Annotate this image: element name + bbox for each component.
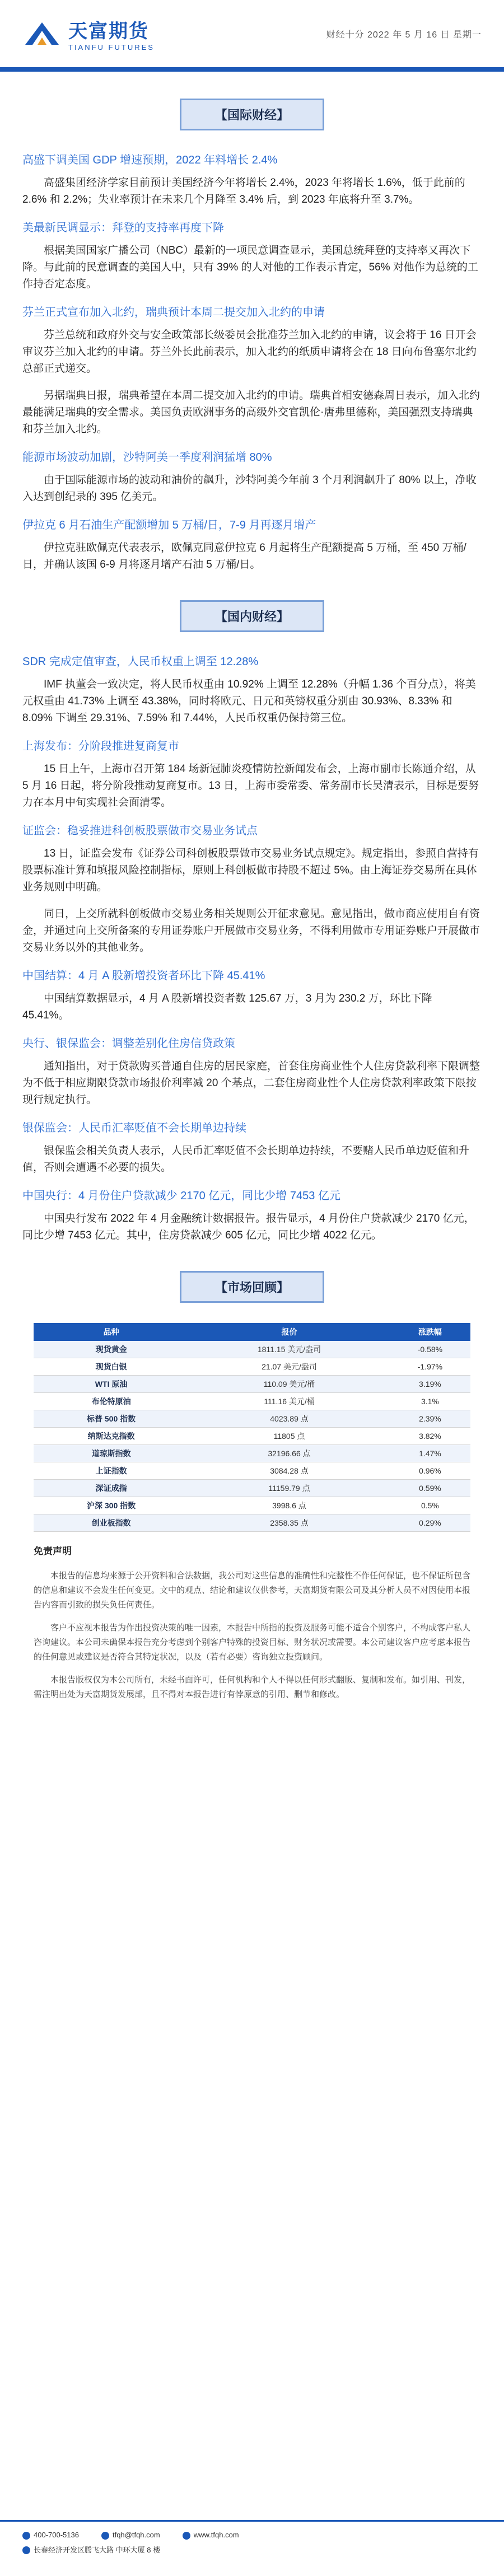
table-cell: 沪深 300 指数 [34,1497,189,1514]
table-cell: 标普 500 指数 [34,1410,189,1428]
table-cell: 3998.6 点 [189,1497,390,1514]
news-item [0,966,504,1024]
table-cell: 1811.15 美元/盎司 [189,1341,390,1358]
news-headline: 能源市场波动加剧，沙特阿美一季度利润猛增 80% [22,451,272,464]
email-icon [101,2532,109,2540]
news-body: 13 日，证监会发布《证券公司科创板股票做市交易业务试点规定》。规定指出，参照自营持有股票标准计算和填报风险控制指标，原则上科创板做市持股不超过 5%。由上海证券交易所在具体业务规则中明确。 [22,848,479,893]
table-cell: 110.09 美元/桶 [189,1376,390,1393]
section-title-box: 【市场回顾】 [180,1271,324,1303]
table-row [34,1358,470,1376]
table-cell: 3.1% [390,1393,470,1410]
table-cell: 深证成指 [34,1480,189,1497]
section-title-market [0,1271,504,1303]
table-cell: 2.39% [390,1410,470,1428]
table-cell: 21.07 美元/盎司 [189,1358,390,1376]
footer-address [22,2544,160,2555]
news-item [0,1119,504,1176]
brand-name: 天富期货 [68,21,149,42]
news-body: 伊拉克驻欧佩克代表表示，欧佩克同意伊拉克 6 月起将生产配额提高 5 万桶，至 450 万桶/日，并确认该国 6-9 月将逐月增产石油 5 万桶/日。 [22,542,466,571]
globe-icon [183,2532,190,2540]
news-headline: 银保监会：人民币汇率贬值不会长期单边持续 [22,1122,246,1134]
table-row [34,1393,470,1410]
footer-phone-text: 400-700-5136 [34,2531,79,2539]
news-item [0,218,504,293]
table-cell: 纳斯达克指数 [34,1428,189,1445]
table-cell: 0.5% [390,1497,470,1514]
news-item [0,821,504,956]
news-headline: 美最新民调显示：拜登的支持率再度下降 [22,222,224,234]
brand-name-en: TIANFU FUTURES [68,43,155,52]
column-header: 涨跌幅 [390,1323,470,1341]
market-table [34,1323,470,1532]
table-cell: 3.19% [390,1376,470,1393]
news-item [0,1186,504,1244]
news-body: 15 日上午，上海市召开第 184 场新冠肺炎疫情防控新闻发布会，上海市副市长陈通介绍，从 5 月 16 日起，将分阶段推动复商复市。13 日，上海市委常委、常务副市长吴清表示，目标是要努力在本月中旬实现社会面清零。 [22,763,479,808]
table-row [34,1341,470,1358]
table-row [34,1410,470,1428]
table-cell: 3.82% [390,1428,470,1445]
footer-email[interactable] [101,2531,160,2540]
news-item [0,1034,504,1109]
footer [0,2520,504,2576]
news-headline: 中国结算：4 月 A 股新增投资者环比下降 45.41% [22,970,265,982]
footer-email-text: tfqh@tfqh.com [112,2531,160,2539]
table-row [34,1514,470,1532]
table-cell: 111.16 美元/桶 [189,1393,390,1410]
table-row [34,1445,470,1462]
news-item [0,652,504,727]
disclaimer-paragraph: 本报告版权仅为本公司所有，未经书面许可，任何机构和个人不得以任何形式翻版、复制和发布。如引用、刊发，需注明出处为天富期货发展部，且不得对本报告进行有悖原意的引用、删节和修改。 [34,1675,471,1699]
news-headline: 中国央行：4 月份住户贷款减少 2170 亿元，同比少增 7453 亿元 [22,1190,340,1202]
news-item [0,737,504,811]
table-cell: 0.96% [390,1462,470,1480]
table-row [34,1376,470,1393]
news-headline: 证监会：稳妥推进科创板股票做市交易业务试点 [22,825,258,837]
disclaimer-title: 免责声明 [34,1546,72,1556]
section-title-international [0,99,504,130]
market-table-wrapper [0,1323,504,1532]
table-cell: 32196.66 点 [189,1445,390,1462]
header [0,0,504,67]
section-title-box: 【国际财经】 [180,99,324,130]
table-cell: 道琼斯指数 [34,1445,189,1462]
news-body: 另据瑞典日报，瑞典希望在本周二提交加入北约的申请。瑞典首相安德森周日表示，加入北约最能满足瑞典的安全需求。美国负责欧洲事务的高级外交官凯伦·唐弗里德称，美国强烈支持瑞典和芬兰加入北约。 [22,390,480,435]
column-header: 品种 [34,1323,189,1341]
news-headline: SDR 完成定值审查，人民币权重上调至 12.28% [22,656,259,668]
news-body: 中国结算数据显示，4 月 A 股新增投资者数 125.67 万，3 月为 230.2 万，环比下降 45.41%。 [22,993,432,1021]
table-row [34,1480,470,1497]
table-row [34,1462,470,1480]
news-body: 同日，上交所就科创板做市交易业务相关规则公开征求意见。意见指出，做市商应使用自有资金，并通过向上交所备案的专用证券账户开展做市交易业务，不得利用做市专用证券账户开展做市交易业务以外的其他业务。 [22,908,480,953]
disclaimer-paragraph: 客户不应视本报告为作出投资决策的唯一因素，本报告中所指的投资及服务可能不适合个别客户，不构成客户私人咨询建议。本公司未确保本报告充分考虑到个别客户特殊的投资目标、财务状况或需要。本公司建议客户应考虑本报告的任何意见或建议是否符合其特定状况，以及（若有必要）咨询独立投资顾问。 [34,1623,471,1662]
phone-icon [22,2532,30,2540]
table-cell: 创业板指数 [34,1514,189,1532]
news-item [0,151,504,208]
news-body: 根据美国国家广播公司（NBC）最新的一项民意调查显示，美国总统拜登的支持率又再次下降。与此前的民意调查的美国人中，只有 39% 的人对他的工作表示肯定，56% 对他作为总统的工作持否定态度。 [22,245,478,290]
disclaimer-paragraph: 本报告的信息均来源于公开资料和合法数据，我公司对这些信息的准确性和完整性不作任何保证，也不保证所包含的信息和建议不会发生任何变更。文中的观点、结论和建议仅供参考，天富期货有限公司及其分析人员不对因使用本报告内容而引致的损失负任何责任。 [34,1571,471,1610]
table-cell: 1.47% [390,1445,470,1462]
column-header: 报价 [189,1323,390,1341]
table-cell: 11159.79 点 [189,1480,390,1497]
news-headline: 伊拉克 6 月石油生产配额增加 5 万桶/日，7-9 月再逐月增产 [22,519,316,531]
table-cell: 11805 点 [189,1428,390,1445]
news-item [0,303,504,438]
header-divider [0,67,504,72]
news-body: 银保监会相关负责人表示，人民币汇率贬值不会长期单边持续，不要赌人民币单边贬值和升值，否则会遭遇不必要的损失。 [22,1145,470,1174]
footer-site-text: www.tfqh.com [193,2531,239,2539]
table-cell: -1.97% [390,1358,470,1376]
table-cell: 2358.35 点 [189,1514,390,1532]
news-body: 由于国际能源市场的波动和油价的飙升，沙特阿美今年前 3 个月利润飙升了 80% 以上，净收入达到创纪录的 395 亿美元。 [22,474,477,503]
footer-site[interactable] [183,2531,239,2540]
table-cell: 布伦特原油 [34,1393,189,1410]
news-headline: 高盛下调美国 GDP 增速预期，2022 年料增长 2.4% [22,154,278,166]
tianfu-logo-icon [22,20,62,48]
header-subtitle: 财经十分 2022 年 5 月 16 日 星期一 [326,30,482,40]
news-body: 高盛集团经济学家目前预计美国经济今年将增长 2.4%，2023 年将增长 1.6%，低于此前的 2.6% 和 2.2%；失业率预计在未来几个月降至 3.4% 后，到 2023 年底将升至 3.7%。 [22,177,465,205]
section-title-box: 【国内财经】 [180,600,324,632]
table-cell: 0.59% [390,1480,470,1497]
news-item [0,516,504,573]
section-title-domestic [0,600,504,632]
location-icon [22,2546,30,2554]
table-row [34,1497,470,1514]
news-headline: 央行、银保监会：调整差别化住房信贷政策 [22,1037,235,1050]
footer-address-text: 长春经济开发区腾飞大路 中环大厦 8 楼 [34,2545,161,2554]
brand-logo [22,16,155,52]
news-body: 通知指出，对于贷款购买普通自住房的居民家庭，首套住房商业性个人住房贷款利率下限调整为不低于相应期限贷款市场报价利率减 20 个基点，二套住房商业性个人住房贷款利率政策下限按现行规定执行。 [22,1060,480,1106]
table-cell: 4023.89 点 [189,1410,390,1428]
news-headline: 上海发布：分阶段推进复商复市 [22,740,179,752]
table-cell: 上证指数 [34,1462,189,1480]
news-headline: 芬兰正式宣布加入北约，瑞典预计本周二提交加入北约的申请 [22,306,325,319]
table-cell: 0.29% [390,1514,470,1532]
news-body: 中国央行发布 2022 年 4 月金融统计数据报告。报告显示，4 月份住户贷款减少 2170 亿元，同比少增 7453 亿元。其中，住房贷款减少 605 亿元，同比少增 4022 亿元。 [22,1213,475,1241]
table-cell: 3084.28 点 [189,1462,390,1480]
table-cell: 现货黄金 [34,1341,189,1358]
table-header-row [34,1323,470,1341]
table-row [34,1428,470,1445]
table-cell: WTI 原油 [34,1376,189,1393]
news-body: IMF 执董会一致决定，将人民币权重由 10.92% 上调至 12.28%（升幅 1.36 个百分点），将美元权重由 41.73% 上调至 43.38%，同时将欧元、日元和英镑权重分别由 30.93%、8.33% 和 8.09% 下调至 29.31%、7.59% 和 7.44%，人民币权重仍保持第三位。 [22,679,476,724]
table-cell: 现货白银 [34,1358,189,1376]
table-cell: -0.58% [390,1341,470,1358]
footer-phone [22,2531,79,2540]
news-body: 芬兰总统和政府外交与安全政策部长级委员会批准芬兰加入北约的申请，议会将于 16 日开会审议芬兰加入北约的申请。芬兰外长此前表示，加入北约的纸质申请将会在 18 日向布鲁塞尔北约总部正式递交。 [22,329,477,375]
news-item [0,448,504,506]
